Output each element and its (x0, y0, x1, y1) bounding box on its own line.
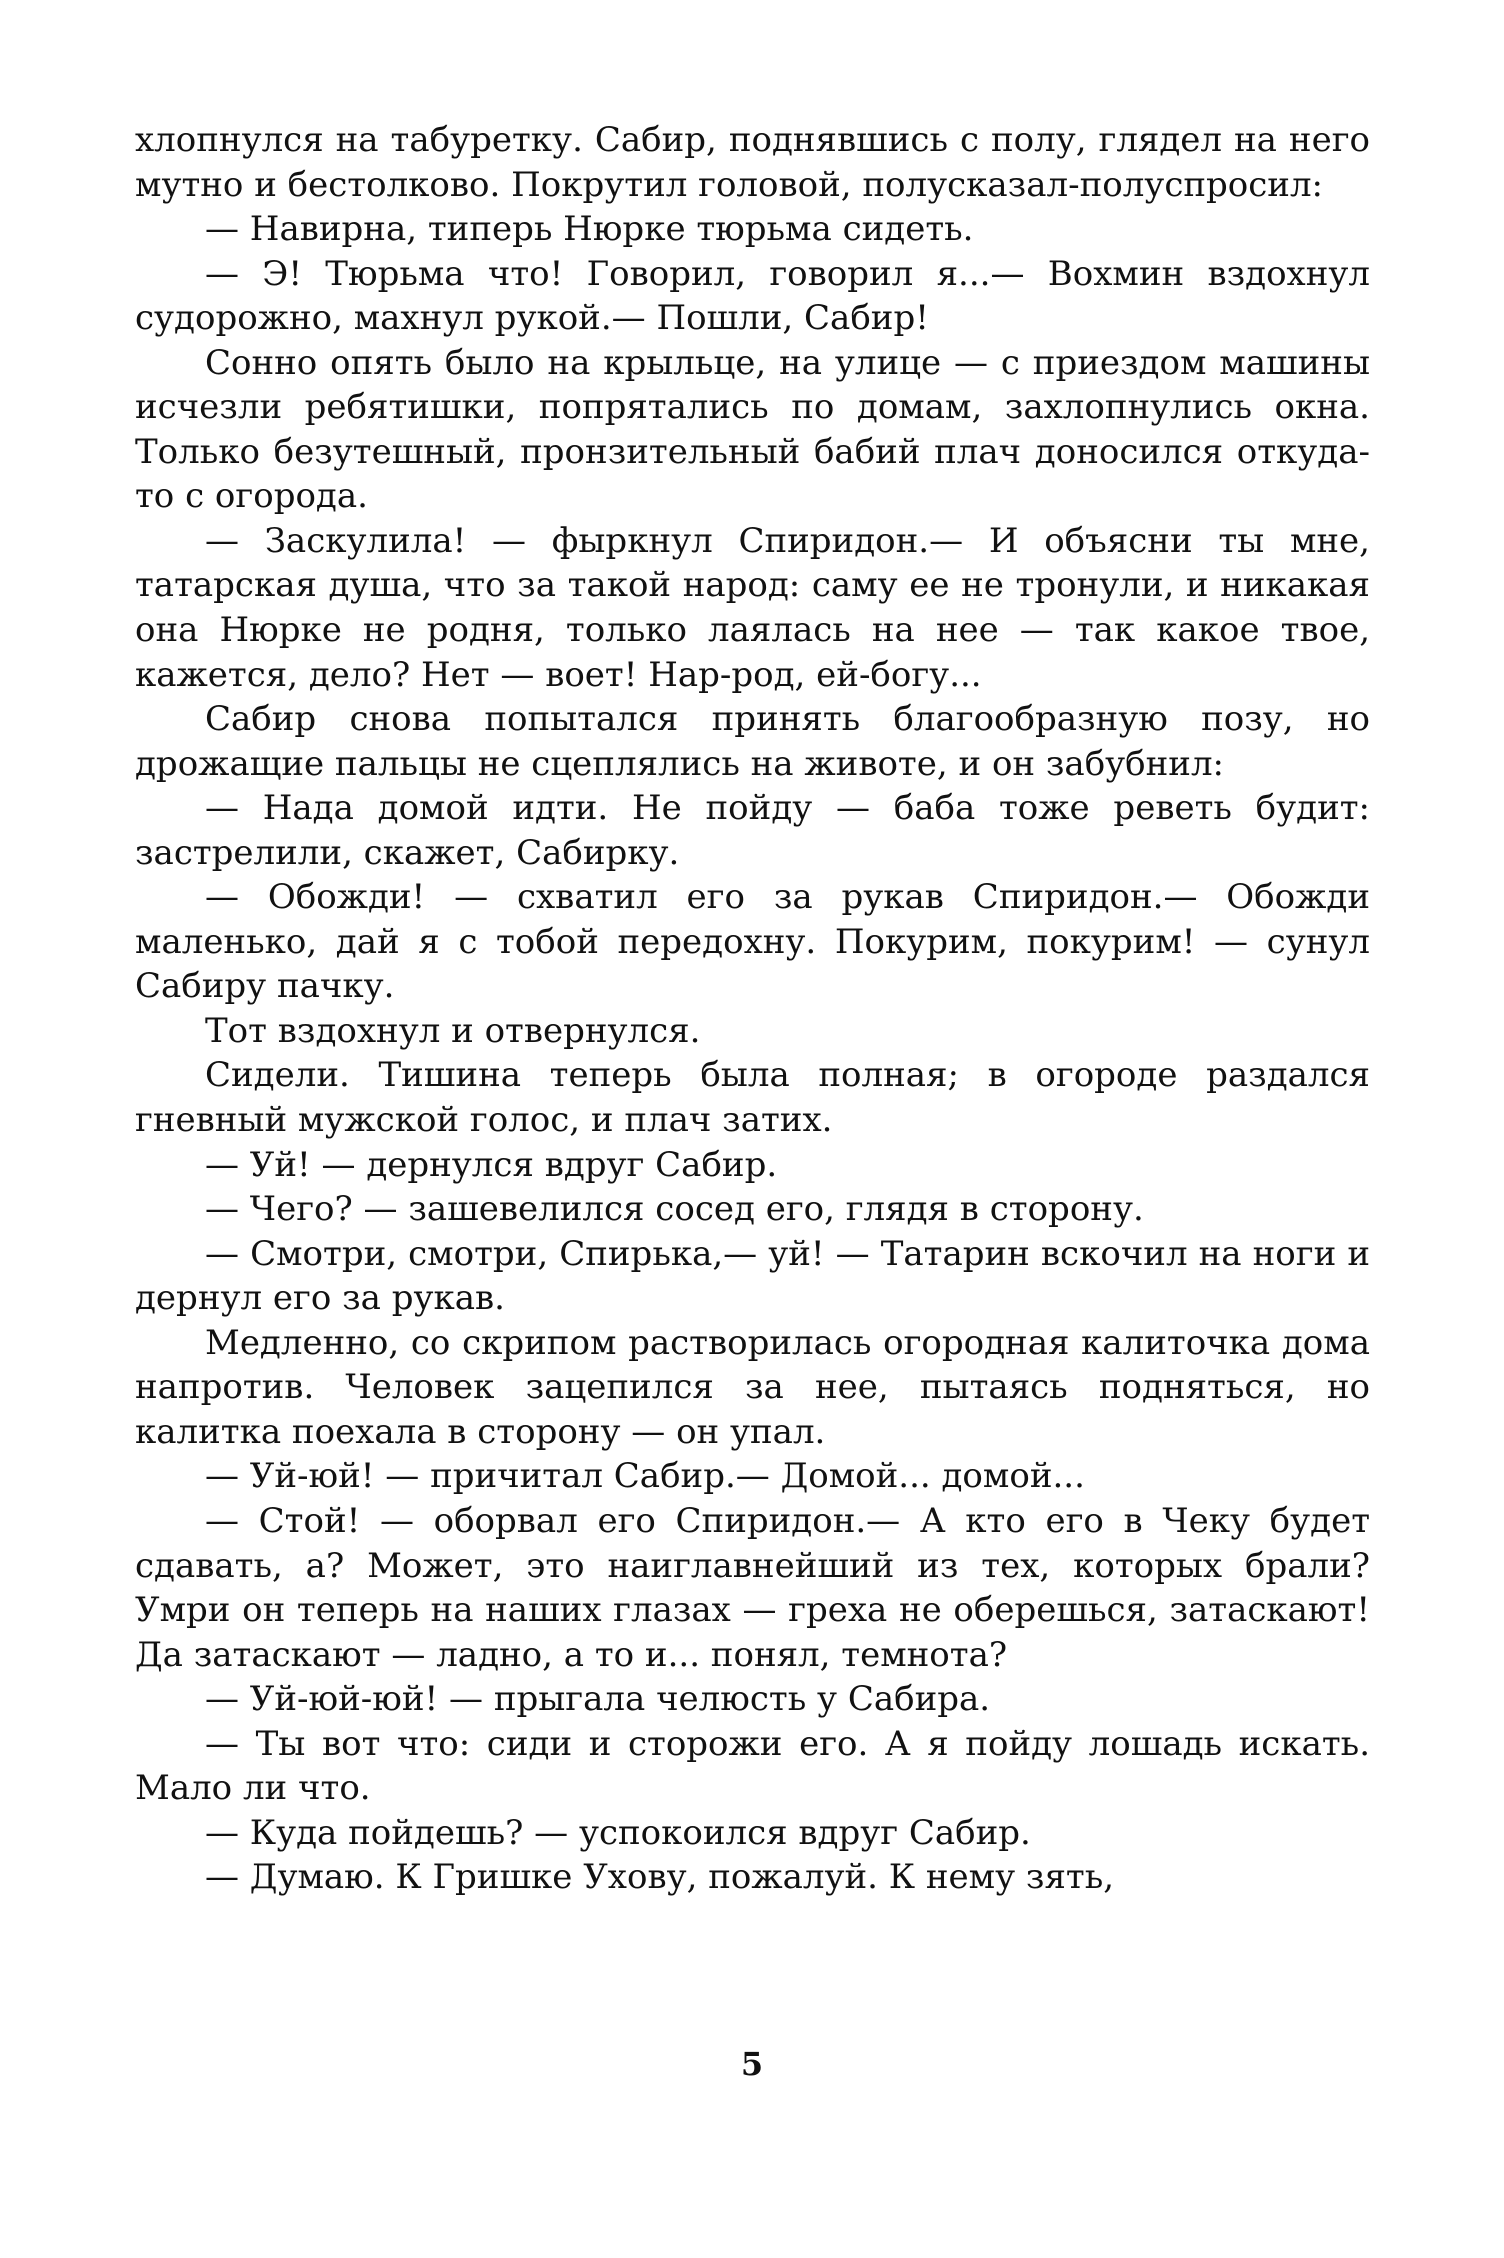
paragraph: Сонно опять было на крыльце, на улице — с приездом машины исчезли ребятишки, попрятались по домам, захлопнулись окна. Только безутешный, пронзительный бабий плач доносился откуда-то с огорода. (135, 342, 1370, 517)
paragraph: — Уй! — дернулся вдруг Сабир. (205, 1144, 778, 1185)
paragraph: — Обожди! — схватил его за рукав Спиридон.— Обожди маленько, дай я с тобой передохну. Покурим, покурим! — сунул Сабиру пачку. (135, 877, 1370, 1007)
paragraph: — Нада домой идти. Не пойду — баба тоже реветь будит: застрелили, скажет, Сабирку. (135, 788, 1370, 873)
paragraph: Тот вздохнул и отвернулся. (205, 1010, 701, 1051)
paragraph: — Уй-юй! — причитал Сабир.— Домой... домой... (205, 1456, 1085, 1497)
paragraph: хлопнулся на табуретку. Сабир, поднявшись с полу, глядел на него мутно и бестолково. Покрутил головой, полусказал-полуспросил: (135, 120, 1370, 205)
paragraph: — Стой! — оборвал его Спиридон.— А кто его в Чеку будет сдавать, а? Может, это наиглавнейший из тех, которых брали? Умри он теперь на наших глазах — греха не оберешься, затаскают! Да затаскают — ладно, а то и... понял, темнота? (135, 1500, 1370, 1675)
paragraph: — Ты вот что: сиди и сторожи его. А я пойду лошадь искать. Мало ли что. (135, 1723, 1370, 1809)
page-text (135, 118, 1370, 2198)
paragraph: Сидели. Тишина теперь была полная; в огороде раздался гневный мужской голос, и плач затих. (135, 1055, 1370, 1141)
paragraph: — Чего? — зашевелился сосед его, глядя в сторону. (205, 1189, 1144, 1230)
paragraph: — Куда пойдешь? — успокоился вдруг Сабир. (205, 1812, 1031, 1853)
page-number: 5 (740, 2045, 764, 2083)
paragraph: — Смотри, смотри, Спирька,— уй! — Татарин вскочил на ноги и дернул его за рукав. (135, 1233, 1370, 1319)
paragraph: — Уй-юй-юй! — прыгала челюсть у Сабира. (205, 1679, 991, 1720)
paragraph: — Э! Тюрьма что! Говорил, говорил я...— Вохмин вздохнул судорожно, махнул рукой.— Пошли, Сабир! (135, 253, 1370, 339)
paragraph: — Навирна, типерь Нюрке тюрьма сидеть. (205, 209, 974, 250)
paragraph: Сабир снова попытался принять благообразную позу, но дрожащие пальцы не сцеплялись на животе, и он забубнил: (135, 699, 1370, 784)
paragraph: — Заскулила! — фыркнул Спиридон.— И объясни ты мне, татарская душа, что за такой народ: саму ее не тронули, и никакая она Нюрке не родня, только лаялась на нее — так какое твое, кажется, дело? Нет — воет! Нар-род, ей-богу... (135, 520, 1370, 695)
paragraph: — Думаю. К Гришке Ухову, пожалуй. К нему зять, (205, 1857, 1115, 1898)
paragraph: Медленно, со скрипом растворилась огородная калиточка дома напротив. Человек зацепился за нее, пытаясь подняться, но калитка поехала в сторону — он упал. (135, 1322, 1370, 1452)
